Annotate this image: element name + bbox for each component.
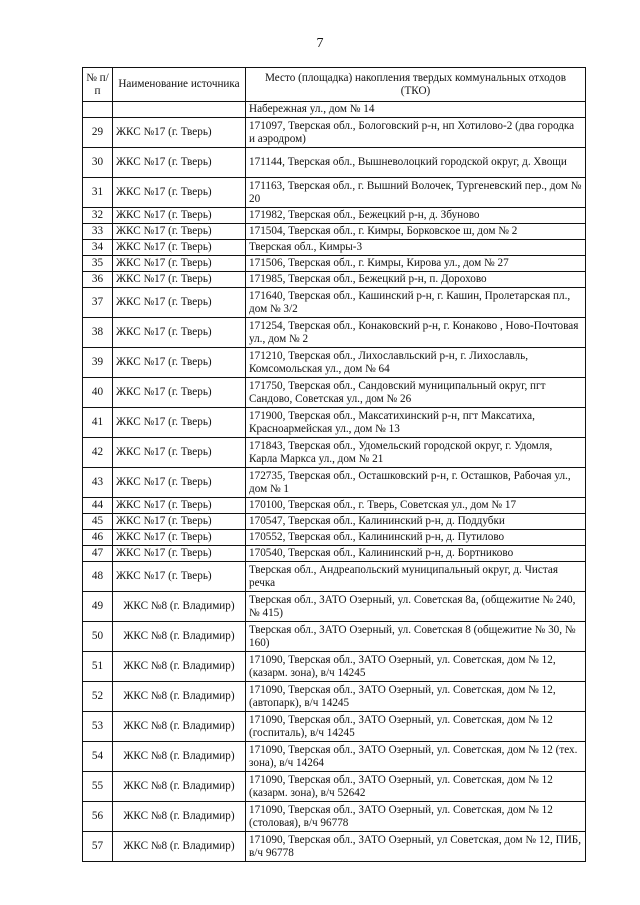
source-name: ЖКС №17 (г. Тверь): [113, 348, 246, 378]
accumulation-site-address: 171750, Тверская обл., Сандовский муниципальный округ, пгт Сандово, Советская ул., дом № 26: [246, 378, 586, 408]
source-name: ЖКС №17 (г. Тверь): [113, 514, 246, 530]
row-number: 37: [83, 288, 113, 318]
accumulation-site-address: 171090, Тверская обл., ЗАТО Озерный, ул. Советская, дом № 12 (казарм. зона), в/ч 52642: [246, 772, 586, 802]
accumulation-site-address: 171985, Тверская обл., Бежецкий р-н, п. Дорохово: [246, 272, 586, 288]
row-number: 55: [83, 772, 113, 802]
accumulation-site-address: 170540, Тверская обл., Калининский р-н, д. Бортниково: [246, 546, 586, 562]
table-row: [83, 802, 586, 832]
source-name: ЖКС №17 (г. Тверь): [113, 148, 246, 178]
continuation-num-cell: [83, 102, 113, 118]
source-name: ЖКС №8 (г. Владимир): [113, 592, 246, 622]
continuation-row: [83, 102, 586, 118]
table-row: [83, 240, 586, 256]
table-row: [83, 378, 586, 408]
source-name: ЖКС №17 (г. Тверь): [113, 408, 246, 438]
accumulation-site-address: 171144, Тверская обл., Вышневолоцкий городской округ, д. Хвощи: [246, 148, 586, 178]
accumulation-site-address: 171900, Тверская обл., Максатихинский р-н, пгт Максатиха, Красноармейская ул., дом № 13: [246, 408, 586, 438]
source-name: ЖКС №17 (г. Тверь): [113, 530, 246, 546]
row-number: 34: [83, 240, 113, 256]
table-row: [83, 468, 586, 498]
table-row: [83, 622, 586, 652]
accumulation-site-address: 171090, Тверская обл., ЗАТО Озерный, ул. Советская, дом № 12 (столовая), в/ч 96778: [246, 802, 586, 832]
table-row: [83, 318, 586, 348]
table-row: [83, 592, 586, 622]
table-row: [83, 498, 586, 514]
row-number: 39: [83, 348, 113, 378]
table-row: [83, 712, 586, 742]
row-number: 45: [83, 514, 113, 530]
accumulation-site-address: 171163, Тверская обл., г. Вышний Волочек, Тургеневский пер., дом № 20: [246, 178, 586, 208]
source-name: ЖКС №8 (г. Владимир): [113, 772, 246, 802]
table-row: [83, 562, 586, 592]
accumulation-site-address: 171640, Тверская обл., Кашинский р-н, г. Кашин, Пролетарская пл., дом № 3/2: [246, 288, 586, 318]
table-row: [83, 772, 586, 802]
source-name: ЖКС №17 (г. Тверь): [113, 468, 246, 498]
table-row: [83, 438, 586, 468]
source-name: ЖКС №17 (г. Тверь): [113, 288, 246, 318]
row-number: 36: [83, 272, 113, 288]
row-number: 43: [83, 468, 113, 498]
table-row: [83, 224, 586, 240]
accumulation-site-address: 171090, Тверская обл., ЗАТО Озерный, ул. Советская, дом № 12, (казарм. зона), в/ч 14245: [246, 652, 586, 682]
accumulation-site-address: 171090, Тверская обл., ЗАТО Озерный, ул. Советская, дом № 12, (автопарк), в/ч 14245: [246, 682, 586, 712]
accumulation-site-address: 171210, Тверская обл., Лихославльский р-н, г. Лихославль, Комсомольская ул., дом № 64: [246, 348, 586, 378]
source-name: ЖКС №17 (г. Тверь): [113, 546, 246, 562]
table-row: [83, 208, 586, 224]
accumulation-site-address: 171090, Тверская обл., ЗАТО Озерный, ул. Советская, дом № 12 (тех. зона), в/ч 14264: [246, 742, 586, 772]
source-name: ЖКС №8 (г. Владимир): [113, 622, 246, 652]
waste-sites-table: [82, 67, 586, 862]
row-number: 44: [83, 498, 113, 514]
row-number: 50: [83, 622, 113, 652]
continuation-location: Набережная ул., дом № 14: [246, 102, 586, 118]
row-number: 42: [83, 438, 113, 468]
source-name: ЖКС №8 (г. Владимир): [113, 682, 246, 712]
row-number: 31: [83, 178, 113, 208]
table-row: [83, 256, 586, 272]
table-row: [83, 178, 586, 208]
accumulation-site-address: 171254, Тверская обл., Конаковский р-н, г. Конаково , Ново-Почтовая ул., дом № 2: [246, 318, 586, 348]
table-row: [83, 742, 586, 772]
accumulation-site-address: 171090, Тверская обл., ЗАТО Озерный, ул Советская, дом № 12, ПИБ, в/ч 96778: [246, 832, 586, 862]
page-number: 7: [316, 36, 324, 51]
row-number: 38: [83, 318, 113, 348]
source-name: ЖКС №8 (г. Владимир): [113, 712, 246, 742]
accumulation-site-address: 171097, Тверская обл., Бологовский р-н, нп Хотилово-2 (два городка и аэродром): [246, 118, 586, 148]
row-number: 48: [83, 562, 113, 592]
accumulation-site-address: 170100, Тверская обл., г. Тверь, Советская ул., дом № 17: [246, 498, 586, 514]
source-name: ЖКС №17 (г. Тверь): [113, 118, 246, 148]
source-name: ЖКС №17 (г. Тверь): [113, 438, 246, 468]
accumulation-site-address: 172735, Тверская обл., Осташковский р-н, г. Осташков, Рабочая ул., дом № 1: [246, 468, 586, 498]
row-number: 35: [83, 256, 113, 272]
table-row: [83, 118, 586, 148]
table-row: [83, 348, 586, 378]
source-name: ЖКС №8 (г. Владимир): [113, 652, 246, 682]
row-number: 33: [83, 224, 113, 240]
accumulation-site-address: Тверская обл., Кимры-3: [246, 240, 586, 256]
table-row: [83, 546, 586, 562]
table-row: [83, 530, 586, 546]
source-name: ЖКС №17 (г. Тверь): [113, 498, 246, 514]
accumulation-site-address: Тверская обл., ЗАТО Озерный, ул. Советская 8а, (общежитие № 240, № 415): [246, 592, 586, 622]
source-name: ЖКС №17 (г. Тверь): [113, 562, 246, 592]
row-number: 47: [83, 546, 113, 562]
table-header-row: [83, 68, 586, 102]
row-number: 46: [83, 530, 113, 546]
header-source: Наименование источника: [113, 68, 246, 102]
accumulation-site-address: Тверская обл., ЗАТО Озерный, ул. Советская 8 (общежитие № 30, № 160): [246, 622, 586, 652]
source-name: ЖКС №8 (г. Владимир): [113, 802, 246, 832]
source-name: ЖКС №17 (г. Тверь): [113, 224, 246, 240]
row-number: 54: [83, 742, 113, 772]
accumulation-site-address: 170552, Тверская обл., Калининский р-н, д. Путилово: [246, 530, 586, 546]
row-number: 56: [83, 802, 113, 832]
table-row: [83, 514, 586, 530]
source-name: ЖКС №17 (г. Тверь): [113, 318, 246, 348]
source-name: ЖКС №8 (г. Владимир): [113, 742, 246, 772]
continuation-source-cell: [113, 102, 246, 118]
table-row: [83, 682, 586, 712]
row-number: 51: [83, 652, 113, 682]
header-location: Место (площадка) накопления твердых коммунальных отходов (ТКО): [246, 68, 586, 102]
row-number: 49: [83, 592, 113, 622]
accumulation-site-address: 170547, Тверская обл., Калининский р-н, д. Поддубки: [246, 514, 586, 530]
row-number: 40: [83, 378, 113, 408]
table-row: [83, 288, 586, 318]
row-number: 32: [83, 208, 113, 224]
accumulation-site-address: 171090, Тверская обл., ЗАТО Озерный, ул. Советская, дом № 12 (госпиталь), в/ч 14245: [246, 712, 586, 742]
row-number: 30: [83, 148, 113, 178]
row-number: 41: [83, 408, 113, 438]
header-num: № п/п: [83, 68, 113, 102]
table-row: [83, 408, 586, 438]
table-row: [83, 148, 586, 178]
source-name: ЖКС №17 (г. Тверь): [113, 178, 246, 208]
accumulation-site-address: Тверская обл., Андреапольский муниципальный округ, д. Чистая речка: [246, 562, 586, 592]
accumulation-site-address: 171506, Тверская обл., г. Кимры, Кирова ул., дом № 27: [246, 256, 586, 272]
table-row: [83, 652, 586, 682]
source-name: ЖКС №8 (г. Владимир): [113, 832, 246, 862]
source-name: ЖКС №17 (г. Тверь): [113, 272, 246, 288]
accumulation-site-address: 171982, Тверская обл., Бежецкий р-н, д. Збуново: [246, 208, 586, 224]
source-name: ЖКС №17 (г. Тверь): [113, 240, 246, 256]
row-number: 29: [83, 118, 113, 148]
table-row: [83, 832, 586, 862]
row-number: 57: [83, 832, 113, 862]
row-number: 53: [83, 712, 113, 742]
accumulation-site-address: 171843, Тверская обл., Удомельский городской округ, г. Удомля, Карла Маркса ул., дом № 21: [246, 438, 586, 468]
row-number: 52: [83, 682, 113, 712]
source-name: ЖКС №17 (г. Тверь): [113, 378, 246, 408]
source-name: ЖКС №17 (г. Тверь): [113, 256, 246, 272]
table-row: [83, 272, 586, 288]
accumulation-site-address: 171504, Тверская обл., г. Кимры, Борковское ш, дом № 2: [246, 224, 586, 240]
source-name: ЖКС №17 (г. Тверь): [113, 208, 246, 224]
